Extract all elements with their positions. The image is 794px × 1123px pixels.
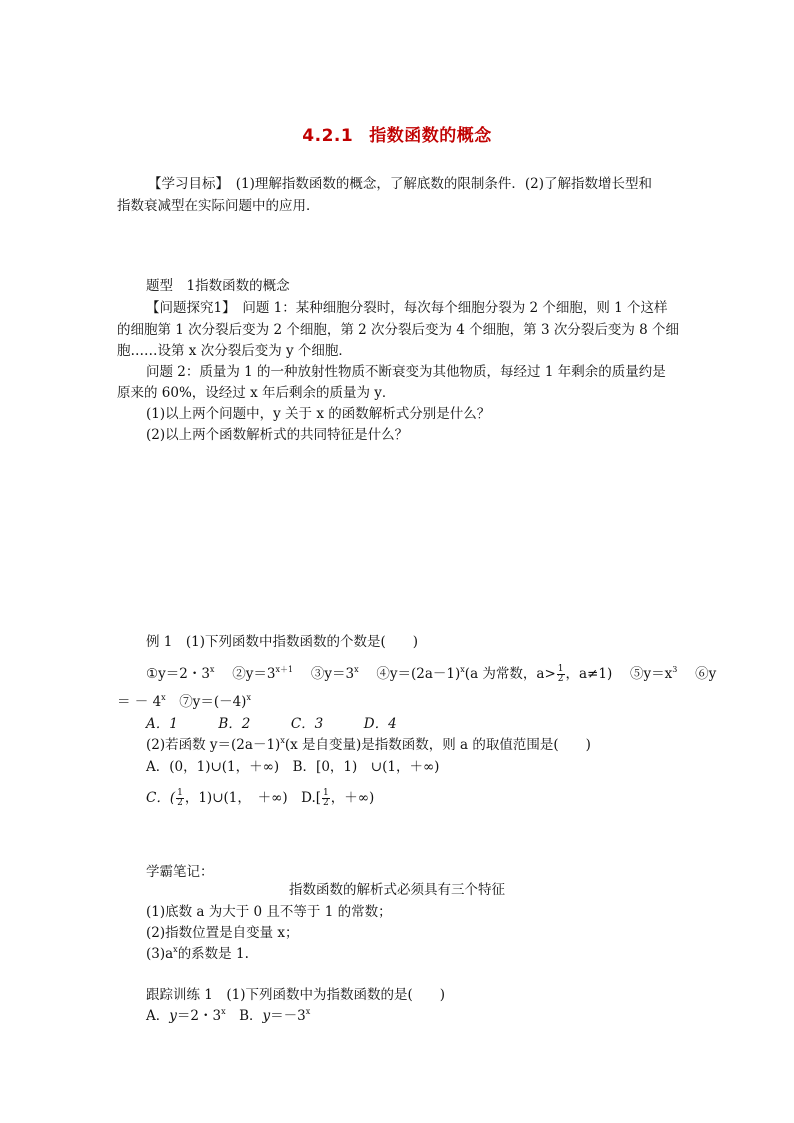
- example1-options-cd: C．( $\frac{1}{2}$ ，1)∪(1， ＋∞) D.[ $\frac{1}{2}$ ，＋∞): [146, 788, 375, 808]
- objective-line-1: 【学习目标】 (1)理解指数函数的概念，了解底数的限制条件．(2)了解指数增长型和: [148, 176, 652, 192]
- notes-subtitle: 指数函数的解析式必须具有三个特征: [289, 882, 505, 898]
- practice-label: 跟踪训练 1 (1)下列函数中为指数函数的是( ): [146, 987, 446, 1003]
- example1-options: A．1 B．2 C．3 D．4: [146, 716, 397, 732]
- objective-line-2: 指数衰减型在实际问题中的应用．: [117, 198, 320, 214]
- notes-heading: 学霸笔记：: [146, 864, 214, 880]
- problem2-line-1: 问题 2：质量为 1 的一种放射性物质不断衰变为其他物质，每经过 1 年剩余的质量约是: [146, 364, 666, 380]
- page-title: [0, 121, 794, 146]
- example1-label: 例 1 (1)下列函数中指数函数的个数是( ): [146, 634, 419, 650]
- title-text: 指数函数的概念: [369, 126, 492, 146]
- question-2: (2)以上两个函数解析式的共同特征是什么？: [146, 427, 409, 443]
- example1-options-ab: A．(0，1)∪(1，＋∞) B．[0，1) ∪(1，＋∞): [146, 759, 440, 775]
- question-1: (1)以上两个问题中，y 关于 x 的函数解析式分别是什么？: [146, 406, 491, 422]
- example1-question-2: (2)若函数 $y=(2a-1)^x(x$ 是自变量)是指数函数，则 a 的取值范围是( ): [146, 735, 591, 753]
- example1-functions-row: ①y＝2・3$^x$ $②y=3^{x+1}$ $③y=3^x$ $④y=(2a-1)^x(a$ 为常数，a> $\frac{1}{2}$ ，a≠1) $⑤y=x^3$ ⑥y: [146, 664, 717, 684]
- problem1-line-1: 【问题探究1】 问题 1：某种细胞分裂时，每次每个细胞分裂为 2 个细胞，则 1 个这样: [146, 300, 668, 316]
- problem1-line-2: 的细胞第 1 次分裂后变为 2 个细胞，第 2 次分裂后变为 4 个细胞，第 3 次分裂后变为 8 个细: [117, 322, 680, 338]
- section-heading: 题型 1指数函数的概念: [146, 278, 290, 294]
- problem2-line-2: 原来的 60%，设经过 x 年后剩余的质量为 y．: [117, 385, 396, 401]
- section-number: 4.2.1: [302, 126, 354, 146]
- note-2: (2)指数位置是自变量 x；: [146, 925, 299, 941]
- note-3: $(3)a^x$的系数是 1.: [146, 944, 249, 962]
- note-1: (1)底数 a 为大于 0 且不等于 1 的常数；: [146, 904, 392, 920]
- problem1-line-3: 胞……设第 x 次分裂后变为 y 个细胞．: [117, 343, 352, 359]
- fraction-one-half: $\frac{1}{2}$: [557, 664, 564, 684]
- example1-functions-row-2: ＝ － $4^x$ $⑦y=(-4)^x$: [117, 692, 251, 710]
- practice-options: A．y＝2・3$^x$ B．$y=-3^x$: [146, 1006, 311, 1024]
